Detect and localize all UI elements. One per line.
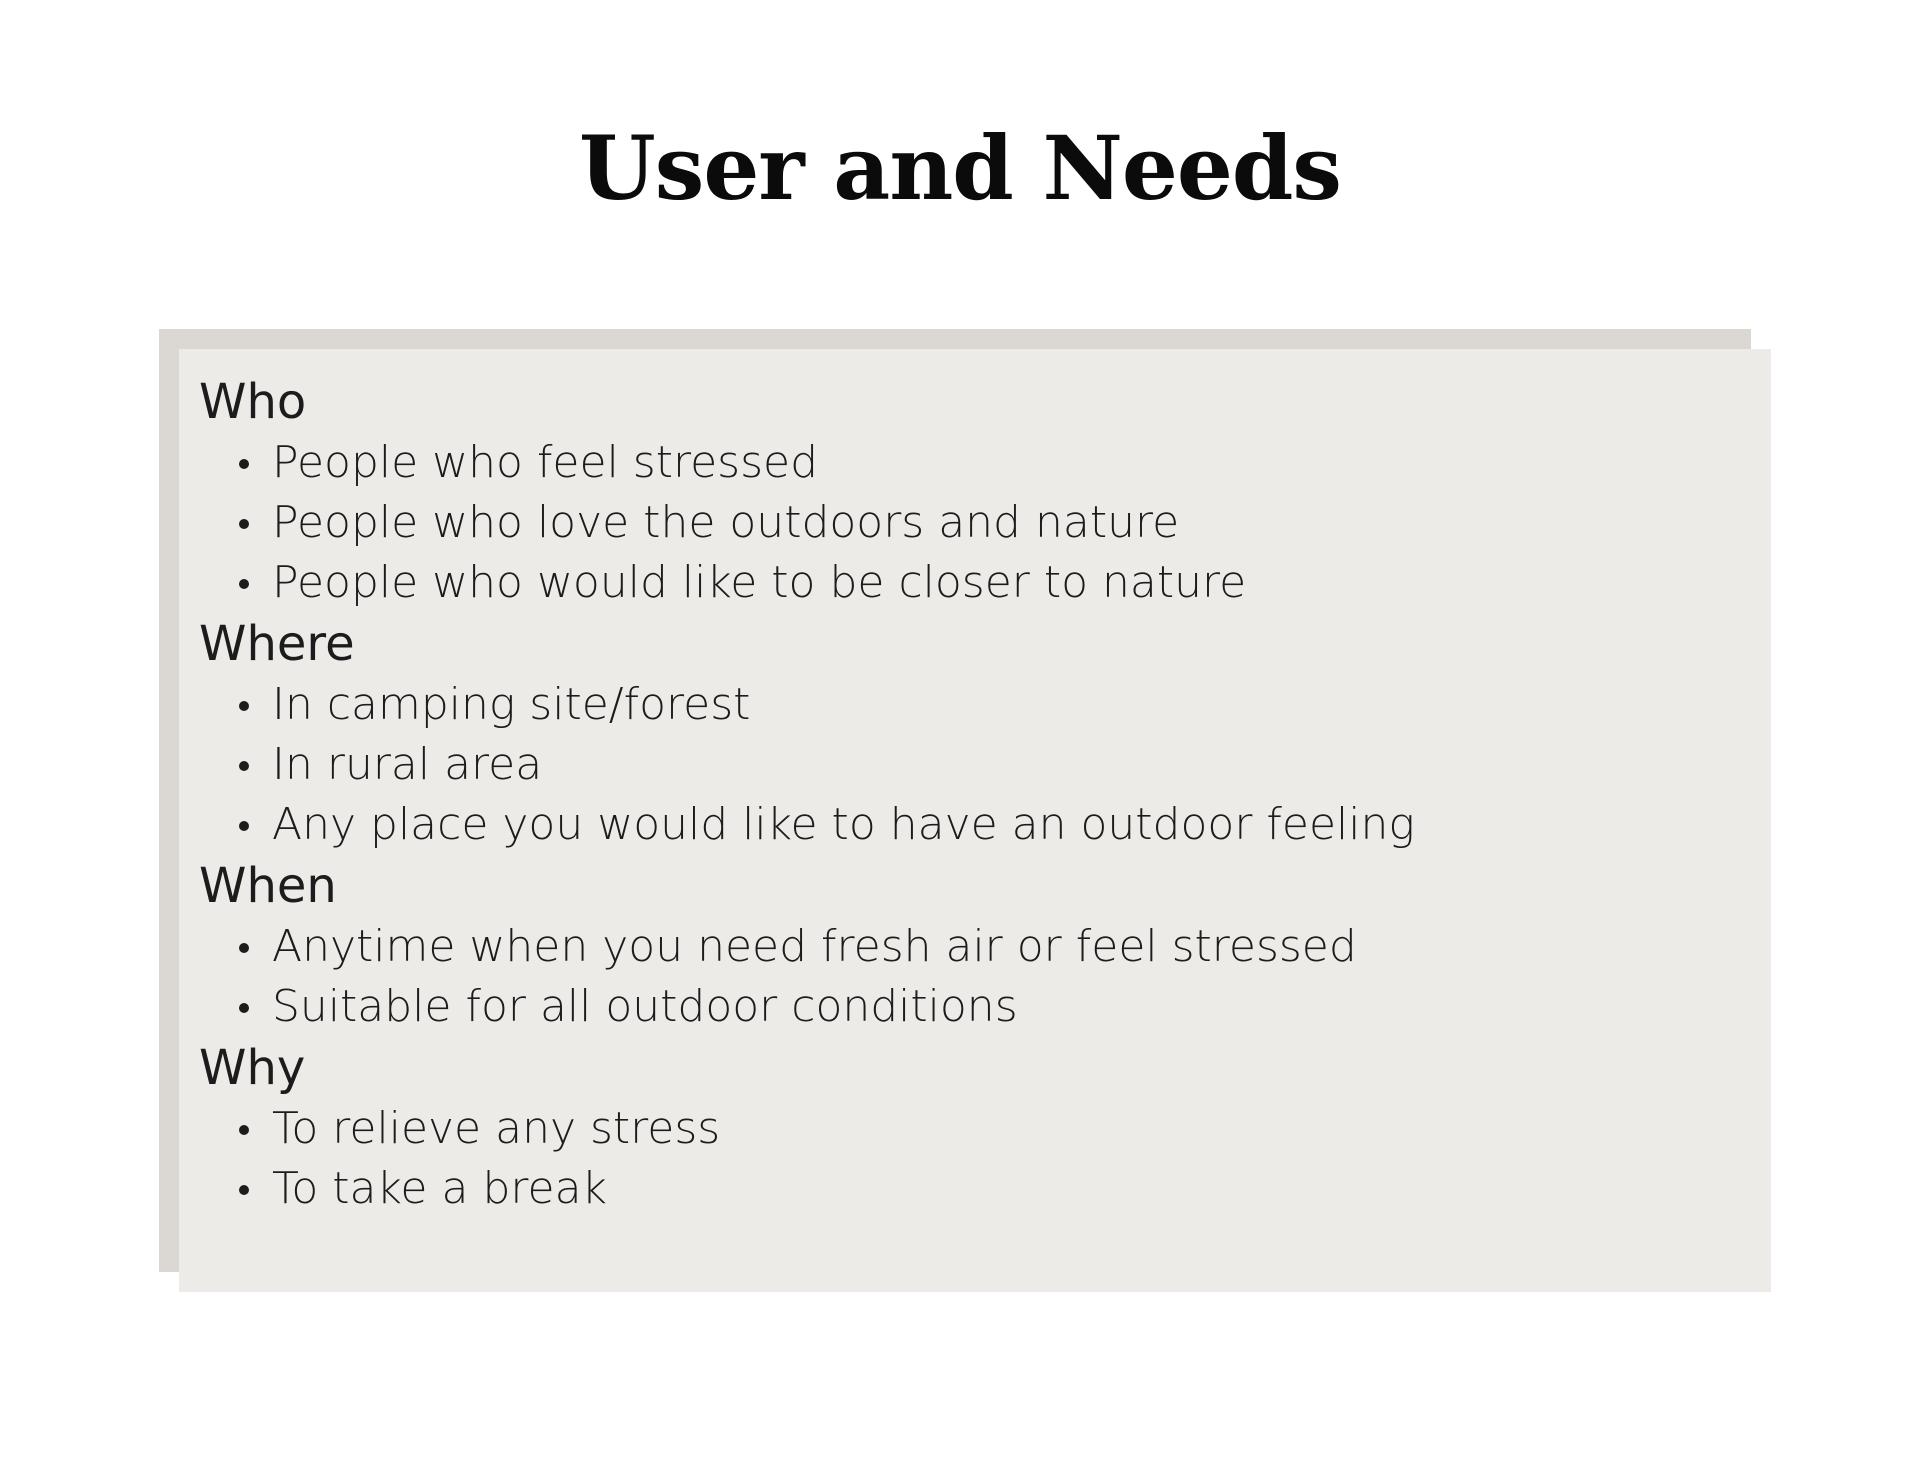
bullet-icon [239,761,249,771]
bullet-list [199,917,1771,1037]
section-who [199,371,1771,613]
bullet-icon [239,1125,249,1135]
section-when [199,855,1771,1037]
list-item-text: People who love the outdoors and nature [272,497,1180,548]
section-heading: Where [199,616,355,672]
bullet-list [199,675,1771,855]
list-item-text: People who would like to be closer to nature [272,557,1247,608]
section-heading: Who [199,374,307,430]
list-item [199,553,1771,613]
list-item-text: Suitable for all outdoor conditions [272,981,1018,1032]
list-item-text: People who feel stressed [272,437,819,488]
list-item [199,1159,1771,1219]
bullet-icon [239,821,249,831]
list-item [199,433,1771,493]
bullet-icon [239,943,249,953]
list-item [199,1099,1771,1159]
list-item [199,675,1771,735]
bullet-icon [239,1185,249,1195]
list-item [199,795,1771,855]
bullet-icon [239,459,249,469]
section-heading: Why [199,1040,306,1096]
bullet-list [199,433,1771,613]
list-item [199,735,1771,795]
list-item [199,977,1771,1037]
list-item-text: Anytime when you need fresh air or feel stressed [272,921,1357,972]
bullet-list [199,1099,1771,1219]
list-item [199,493,1771,553]
bullet-icon [239,701,249,711]
list-item-text: To take a break [272,1163,608,1214]
bullet-icon [239,579,249,589]
bullet-icon [239,1003,249,1013]
page-title: User and Needs [579,116,1341,220]
list-item-text: To relieve any stress [272,1103,721,1154]
list-item-text: Any place you would like to have an outdoor feeling [272,799,1415,850]
content-card [179,349,1771,1292]
list-item-text: In rural area [272,739,543,790]
section-heading: When [199,858,337,914]
section-why [199,1037,1771,1219]
list-item [199,917,1771,977]
list-item-text: In camping site/forest [272,679,751,730]
section-where [199,613,1771,855]
bullet-icon [239,519,249,529]
